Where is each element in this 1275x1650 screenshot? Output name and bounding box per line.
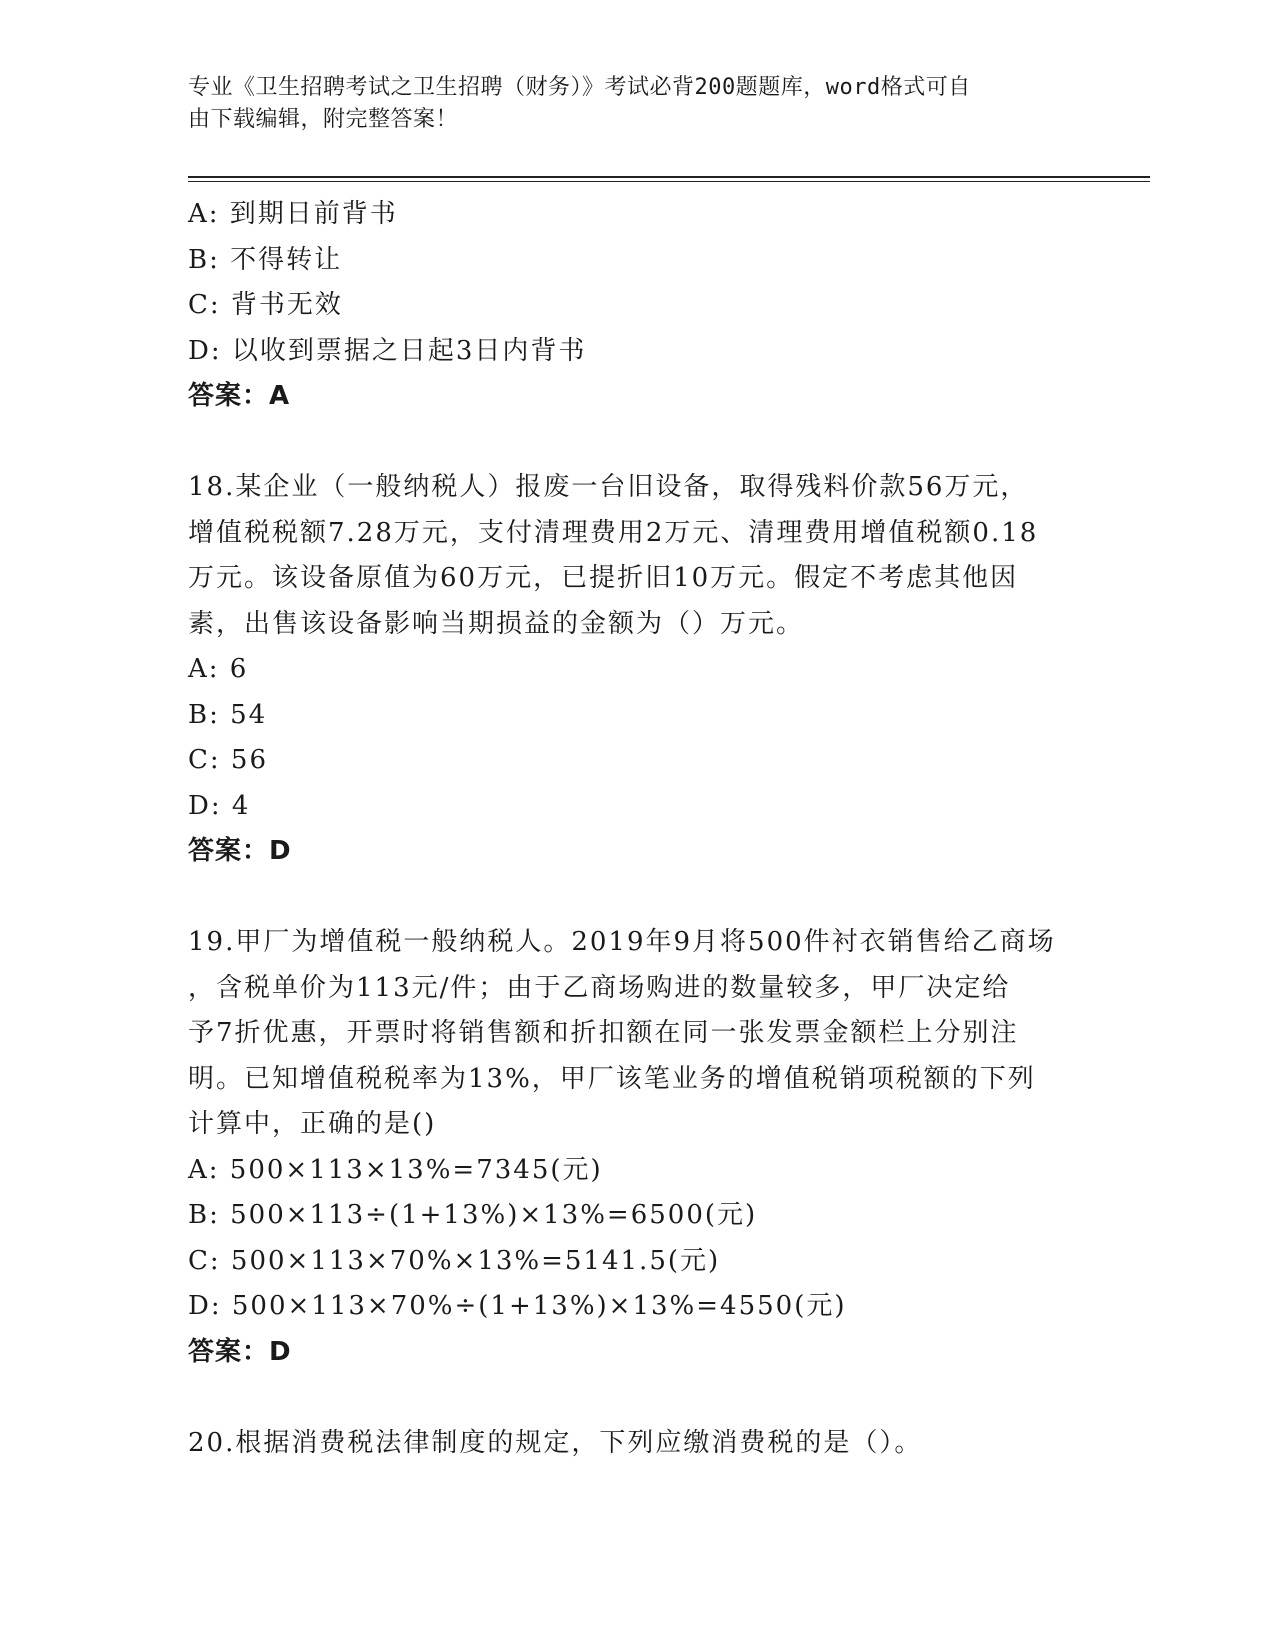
option-d: D: 4: [188, 790, 251, 821]
spacer: [188, 420, 1088, 466]
question-stem-line: 明。已知增值税税率为13%，甲厂该笔业务的增值税销项税额的下列: [188, 1063, 1036, 1094]
option-c: C: 背书无效: [188, 290, 343, 320]
option-c: C: 56: [188, 745, 269, 775]
document-header: [188, 72, 1068, 136]
spacer: [188, 875, 1088, 921]
question-17-tail: [188, 192, 1088, 420]
header-line-2: 由下载编辑，附完整答案！: [188, 107, 459, 132]
option-d: D: 以收到票据之日起3日内背书: [188, 335, 587, 366]
spacer: [188, 1375, 1088, 1421]
question-stem-line: 素，出售该设备影响当期损益的金额为（）万元。: [188, 608, 805, 639]
answer-label: 答案：D: [188, 836, 292, 866]
option-b: B: 500×113÷(1+13%)×13%=6500(元): [188, 1200, 758, 1230]
answer-label: 答案：A: [188, 381, 291, 411]
question-stem-line: 19.甲厂为增值税一般纳税人。2019年9月将500件衬衣销售给乙商场: [188, 927, 1056, 957]
header-line-1: 专业《卫生招聘考试之卫生招聘（财务）》考试必背200题题库，word格式可自: [188, 75, 971, 100]
option-a: A: 到期日前背书: [188, 199, 398, 229]
option-b: B: 54: [188, 699, 268, 730]
option-c: C: 500×113×70%×13%=5141.5(元): [188, 1245, 721, 1276]
question-stem-line: 计算中，正确的是(): [188, 1109, 437, 1139]
question-20: [188, 1421, 1088, 1467]
question-19: [188, 920, 1088, 1375]
question-18: [188, 465, 1088, 875]
header-divider-thin: [188, 181, 1150, 182]
question-stem-line: 予7折优惠，开票时将销售额和折扣额在同一张发票金额栏上分别注: [188, 1018, 1019, 1048]
option-d: D: 500×113×70%÷(1+13%)×13%=4550(元): [188, 1291, 847, 1321]
question-body: [188, 192, 1088, 1466]
question-stem-line: 18.某企业（一般纳税人）报废一台旧设备，取得残料价款56万元，: [188, 472, 1029, 502]
option-a: A: 500×113×13%=7345(元): [188, 1154, 603, 1185]
question-stem-line: 20.根据消费税法律制度的规定，下列应缴消费税的是（）。: [188, 1427, 923, 1458]
question-stem-line: 增值税税额7.28万元，支付清理费用2万元、清理费用增值税额0.18: [188, 517, 1039, 548]
question-stem-line: ，含税单价为113元/件；由于乙商场购进的数量较多，甲厂决定给: [188, 972, 1011, 1003]
answer-label: 答案：D: [188, 1336, 292, 1367]
question-stem-line: 万元。该设备原值为60万元，已提折旧10万元。假定不考虑其他因: [188, 563, 1019, 593]
header-divider-thick: [188, 176, 1150, 178]
option-b: B: 不得转让: [188, 244, 343, 275]
option-a: A: 6: [188, 654, 249, 684]
